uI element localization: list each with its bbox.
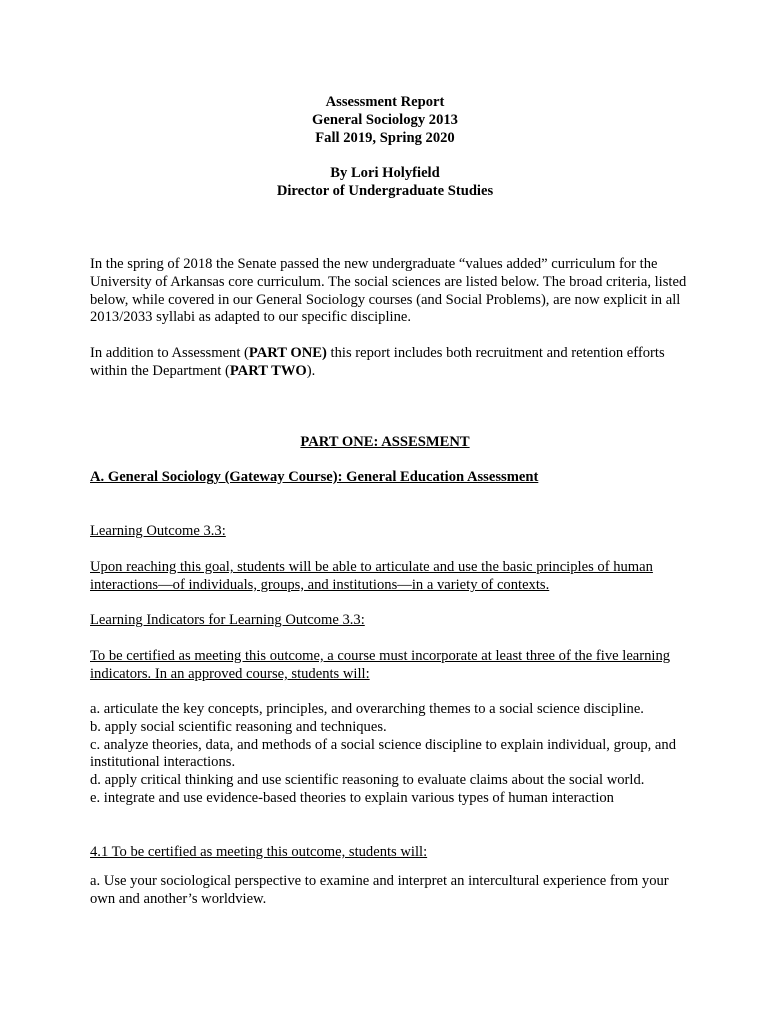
indicator-item: b. apply social scientific reasoning and techniques. [90,718,387,735]
section-4-1-item-a: a. Use your sociological perspective to examine and interpret an intercultural experience from your own and another’s worldview. [90,873,669,907]
indicator-item: e. integrate and use evidence-based theories to explain various types of human interaction [90,789,614,806]
section-a-heading: A. General Sociology (Gateway Course): General Education Assessment [90,469,539,485]
course-name: General Sociology 2013 [312,111,458,128]
learning-outcome-text: Upon reaching this goal, students will be able to articulate and use the basic principles of human interactions—of individuals, groups, and institutions—in a variety of contexts. [90,559,653,593]
intro-p2-text-e: ). [306,362,316,379]
indicator-list [90,701,690,808]
intro-paragraph-2 [90,345,690,381]
report-header [0,94,770,201]
section-4-1-label: 4.1 To be certified as meeting this outcome, students will: [90,844,428,860]
intro-p2-text-c: this report includes both recruitment and retention efforts within the Department ( [90,345,665,379]
indicator-item: d. apply critical thinking and use scientific reasoning to evaluate claims about the social world. [90,772,645,789]
report-terms: Fall 2019, Spring 2020 [315,129,455,146]
part-one-ref: PART ONE) [248,345,327,361]
learning-outcome-label: Learning Outcome 3.3: [90,523,226,539]
intro-paragraph-1: In the spring of 2018 the Senate passed the new undergraduate “values added” curriculum for the University of Arkansas core curriculum. The social sciences are listed below. The broad criteria, listed below, while covered in our General Sociology courses (and Social Problems), are now explicit in all 2013/2033 syllabi as adapted to our specific discipline. [90,256,687,326]
indicator-item: c. analyze theories, data, and methods of a social science discipline to explain individual, group, and institutional interactions. [90,736,676,771]
learning-indicators-label: Learning Indicators for Learning Outcome 3.3: [90,612,365,628]
report-author: By Lori Holyfield [330,165,440,182]
indicator-item: a. articulate the key concepts, principles, and overarching themes to a social science discipline. [90,701,644,717]
intro-p2-text-a: In addition to Assessment ( [90,345,249,361]
author-role: Director of Undergraduate Studies [276,182,494,199]
report-title: Assessment Report [325,94,445,110]
part-one-title: PART ONE: ASSESMENT [300,434,470,450]
learning-indicators-text: To be certified as meeting this outcome, a course must incorporate at least three of the five learning indicators. In an approved course, students will: [90,648,671,682]
part-two-ref: PART TWO [229,362,307,379]
